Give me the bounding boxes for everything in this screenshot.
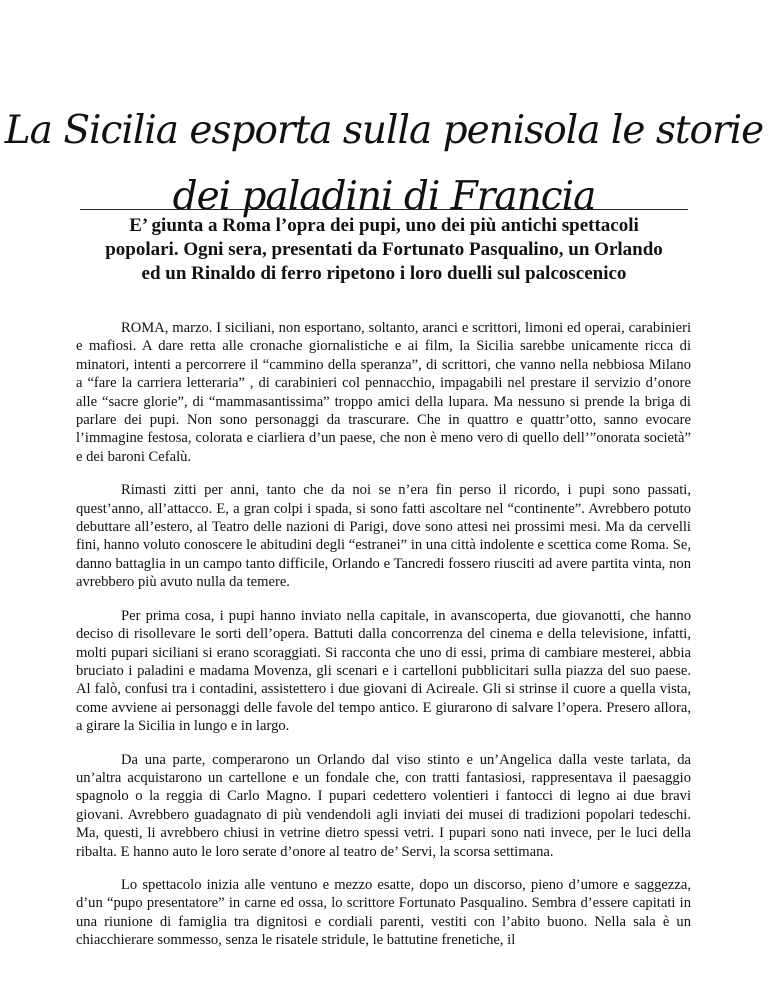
article-body [76,319,691,965]
article-paragraph-5: Lo spettacolo inizia alle ventuno e mezzo esatte, dopo un discorso, pieno d’umore e saggezza, d’un “pupo presentatore” in carne ed ossa, lo scrittore Fortunato Pasqualino. Sembra d’essere capitati in una riunione di famiglia tra dignitosi e cordiali parenti, vestiti con l’abito buono. Nella sala è un chiacchierare sommesso, senza le risatele stridule, le battutine frenetiche, il [76,876,691,949]
article-subtitle-line-1: E’ giunta a Roma l’opra dei pupi, uno dei più antichi spettacoli [129,215,639,236]
article-title-line-1: La Sicilia esporta sulla penisola le storie [4,108,764,153]
article-paragraph-4: Da una parte, comperarono un Orlando dal viso stinto e un’Angelica dalla veste tarlata, da un’altra acquistarono un cartellone e un fondale che, con tratti fantasiosi, rappresentava il paesaggio spagnolo o la reggia di Carlo Magno. I pupari cedettero volentieri i fantocci di legno ai due bravi giovani. Avrebbero guadagnato di più vendendoli agli inviati dei musei di tradizioni popolari tedeschi. Ma, questi, li avrebbero chiusi in vetrine dietro spessi vetri. I pupari sono nati invece, per le luci della ribalta. E hanno auto le loro serate d’onore al teatro de’ Servi, la scorsa settimana. [76,751,691,860]
title-divider [80,209,688,210]
article-paragraph-2: Rimasti zitti per anni, tanto che da noi se n’era fin perso il ricordo, i pupi sono passati, quest’anno, all’attacco. E, a gran colpi i spada, si sono fatti ascoltare nel “continente”. Avrebbero potuto debuttare all’estero, al Teatro delle nazioni di Parigi, dove sono attesi nei prossimi mesi. Ma da cervelli fini, hanno voluto conoscere le abitudini degli “estranei” in una città indolente e scettica come Roma. Se, danno battaglia in un campo tanto difficile, Orlando e Tancredi fossero riusciti ad avere partita vinta, non avrebbero più avuto nulla da temere. [76,482,691,591]
article-title-line-2: dei paladini di Francia [172,174,596,219]
article-subtitle [60,214,708,286]
article-subtitle-line-2: popolari. Ogni sera, presentati da Fortunato Pasqualino, un Orlando [105,239,663,260]
article-subtitle-line-3: ed un Rinaldo di ferro ripetono i loro duelli sul palcoscenico [141,263,627,284]
article-title [0,98,768,230]
article-paragraph-3: Per prima cosa, i pupi hanno inviato nella capitale, in avanscoperta, due giovanotti, che hanno deciso di risollevare le sorti dell’opera. Battuti dalla concorrenza del cinema e della televisione, infatti, molti pupari siciliani si erano scoraggiati. Si racconta che uno di essi, prima di cambiare mesterei, abbia bruciato i paladini e madama Movenza, gli scenari e i cartelloni pubblicitari sulla piazza del suo paese. Al falò, confusi tra i contadini, assistettero i due giovani di Acireale. Gli si strinse il cuore a quella vista, come avviene ai personaggi delle favole del tempo antico. E giurarono di salvare l’opera. Presero allora, a girare la Sicilia in lungo e in largo. [76,607,691,735]
article-paragraph-1: ROMA, marzo. I siciliani, non esportano, soltanto, aranci e scrittori, limoni ed operai, carabinieri e mafiosi. A dare retta alle cronache giornalistiche e ai film, la Sicilia sarebbe unicamente ricca di minatori, intenti a percorrere il “cammino della speranza”, di scrittori, che vanno nella nebbiosa Milano a “fare la carriera letteraria” , di carabinieri col pennacchio, impagabili nel prestare il servizio d’onore alle “sacre glorie”, di “mammasantissima” troppo amici della lupara. Ma nessuno si prende la briga di parlare dei pupi. Non sono personaggi da trascurare. Che in quattro e quattr’otto, sanno evocare l’immagine festosa, colorata e ciarliera d’un paese, che non è meno vero di quello dell’”onorata società” e dei baroni Cefalù. [76,320,691,465]
